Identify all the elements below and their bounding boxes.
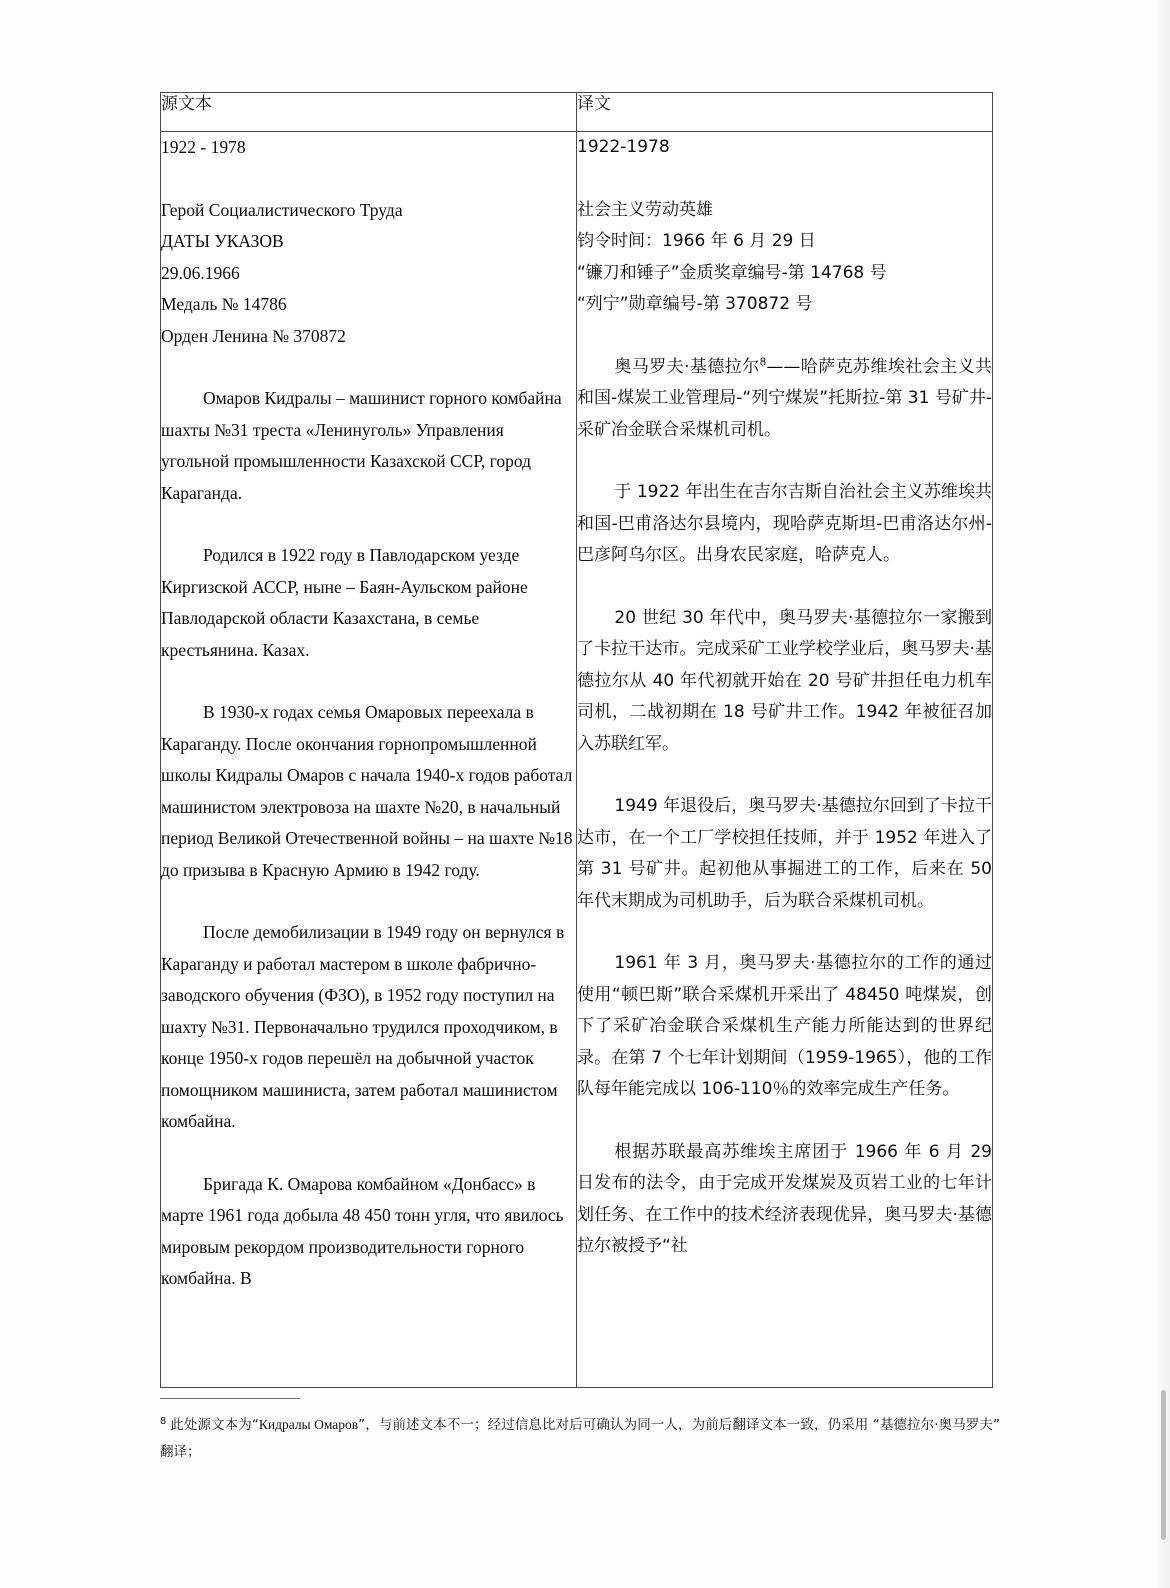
column-header-target: [577, 93, 993, 132]
target-line-years: 1922-1978: [577, 137, 670, 157]
source-paragraph-4: После демобилизации в 1949 году он вернулся в Караганду и работал мастером в школе фабрично-заводского обучения (ФЗО), в 1952 году поступил на шахту №31. Первоначально трудился проходчиком, в конце 1950-х годов перешёл на добычной участок помощником машиниста, затем работал машинистом комбайна.: [161, 922, 565, 1131]
source-line-years: 1922 - 1978: [161, 137, 246, 157]
scrollbar-thumb[interactable]: [1161, 1390, 1166, 1540]
target-line-order-number: “列宁”勋章编号-第 370872 号: [577, 294, 813, 314]
bilingual-translation-table: [160, 92, 993, 1388]
source-text-body: [161, 132, 576, 1295]
target-paragraph-2: 于 1922 年出生在吉尔吉斯自治社会主义苏维埃共和国-巴甫洛达尔县境内，现哈萨克斯坦-巴甫洛达尔州-巴彦阿乌尔区。出身农民家庭，哈萨克人。: [577, 482, 992, 565]
column-header-source-label: 源文本: [161, 94, 212, 114]
footnote-text: [160, 1411, 1000, 1466]
target-paragraph-3: 20 世纪 30 年代中，奥马罗夫·基德拉尔一家搬到了卡拉干达市。完成采矿工业学校学业后，奥马罗夫·基德拉尔从 40 年代初就开始在 20 号矿井担任电力机车司机，二战初期在 18 号矿井工作。1942 年被征召加入苏联红军。: [577, 607, 992, 754]
footnote-reference-marker[interactable]: 8: [759, 355, 767, 368]
target-paragraph-5: 1961 年 3 月，奥马罗夫·基德拉尔的工作的通过使用“顿巴斯”联合采煤机开采出了 48450 吨煤炭，创下了采矿冶金联合采煤机生产能力所能达到的世界纪录。在第 7 个七年计划期间（1959-1965），他的工作队每年能完成以 106-110％的效率完成生产任务。: [577, 953, 992, 1099]
table-header-row: [161, 93, 993, 132]
page-edge-shading: [1154, 0, 1170, 1588]
target-line-title: 社会主义劳动英雄: [577, 199, 713, 220]
target-line-medal-number: “镰刀和锤子”金质奖章编号-第 14768 号: [577, 262, 887, 283]
footnote-separator-rule: [160, 1398, 300, 1399]
target-paragraph-4: 1949 年退役后，奥马罗夫·基德拉尔回到了卡拉干达市，在一个工厂学校担任技师，并于 1952 年进入了第 31 号矿井。起初他从事掘进工的工作，后来在 50 年代末期成为司机助手，后为联合采煤机司机。: [577, 796, 992, 911]
target-paragraph-6: 根据苏联最高苏维埃主席团于 1966 年 6 月 29 日发布的法令，由于完成开发煤炭及页岩工业的七年计划任务、在工作中的技术经济表现优异，奥马罗夫·基德拉尔被授予“社: [577, 1141, 992, 1256]
footnote-text-part-1: 此处源文本为“: [170, 1417, 259, 1433]
source-paragraph-1: Омаров Кидралы – машинист горного комбайна шахты №31 треста «Ленинуголь» Управления угольной промышленности Казахской ССР, город Караганда.: [161, 388, 562, 503]
source-text-cell: [161, 132, 577, 1388]
column-header-target-label: 译文: [577, 94, 611, 114]
source-line-decree-label: ДАТЫ УКАЗОВ: [161, 231, 284, 251]
source-line-title: Герой Социалистического Труда: [161, 199, 403, 220]
footnote-text-part-2: ”，与前述文本不一；经过信息比对后可确认为同一人，为前后翻译文本一致，仍采用 “基德拉尔·奥马罗夫” 翻译；: [160, 1417, 1000, 1460]
source-paragraph-5: Бригада К. Омарова комбайном «Донбасс» в марте 1961 года добыла 48 450 тонн угля, что явилось мировым рекордом производительности горного комбайна. В: [161, 1173, 564, 1288]
source-line-medal-number: Медаль № 14786: [161, 294, 287, 314]
column-header-source: [161, 93, 577, 132]
target-text-body: [577, 132, 992, 1263]
footnote-section: [160, 1398, 1000, 1466]
source-line-order-number: Орден Ленина № 370872: [161, 325, 346, 346]
target-paragraph-1-prefix: 奥马罗夫·基德拉尔: [614, 356, 760, 377]
source-paragraph-3: В 1930-х годах семья Омаровых переехала в Караганду. После окончания горнопромышленной школы Кидралы Омаров с начала 1940-х годов работал машинистом электровоза на шахте №20, в начальный период Великой Отечественной войны – на шахте №18 до призыва в Красную Армию в 1942 году.: [161, 702, 573, 880]
source-paragraph-2: Родился в 1922 году в Павлодарском уезде Киргизской АССР, ныне – Баян-Аульском районе Павлодарской области Казахстана, в семье крестьянина. Казах.: [161, 545, 528, 660]
target-paragraph-1: [577, 352, 992, 447]
target-text-cell: [577, 132, 993, 1388]
footnote-russian-name: Кидралы Омаров: [258, 1417, 359, 1432]
target-paragraph-1-suffix: ——哈萨克苏维埃社会主义共和国-煤炭工业管理局-“列宁煤炭”托斯拉-第 31 号矿井-采矿冶金联合采煤机司机。: [577, 356, 993, 440]
source-line-decree-date: 29.06.1966: [161, 262, 240, 283]
table-content-row: [161, 132, 993, 1388]
footnote-number: 8: [160, 1415, 167, 1427]
target-line-decree-date: 钧令时间：1966 年 6 月 29 日: [577, 231, 816, 251]
